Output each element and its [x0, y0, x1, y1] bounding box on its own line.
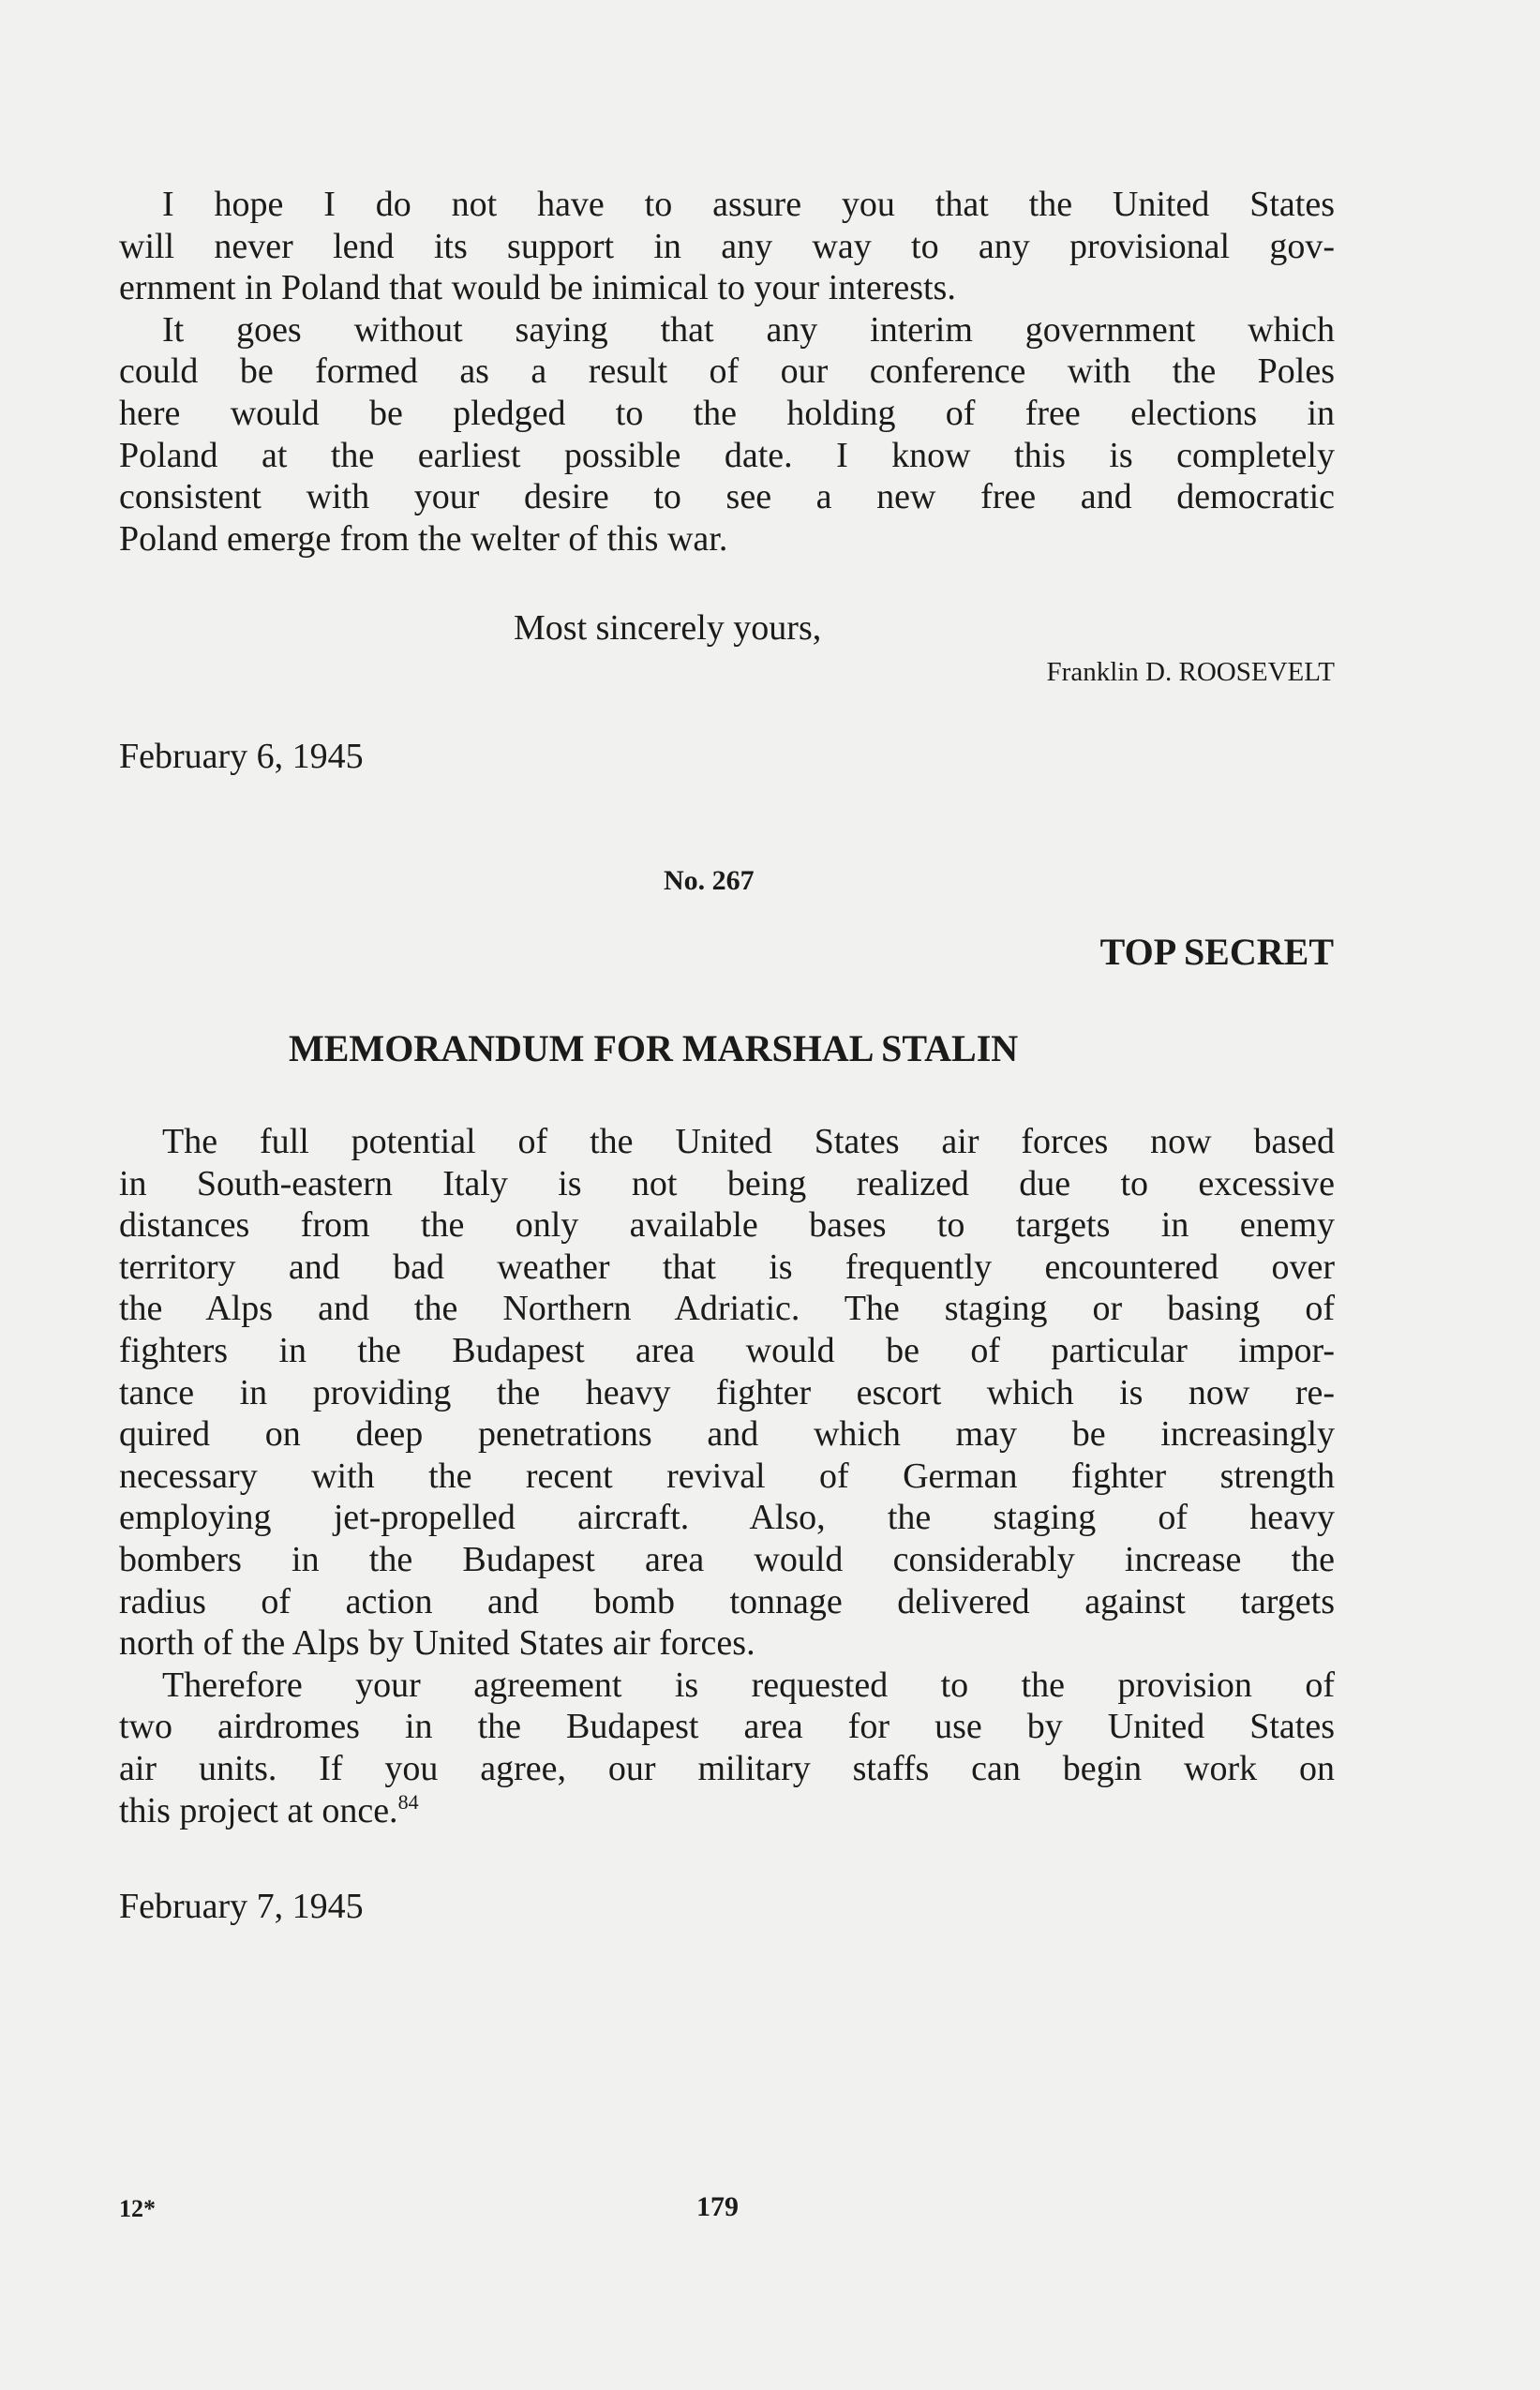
- text-line: [119, 476, 1335, 518]
- document-number: No. 267: [664, 865, 755, 896]
- line-text: The full potential of the United States air forces now based: [162, 1122, 1335, 1161]
- line-text: ernment in Poland that would be inimical to your interests.: [119, 268, 956, 308]
- line-text: two airdromes in the Budapest area for use by United States: [119, 1707, 1335, 1747]
- line-text: Poland at the earliest possible date. I know this is completely: [119, 435, 1335, 475]
- line-text: will never lend its support in any way to any provisional gov-: [119, 226, 1335, 266]
- line-text: tance in providing the heavy fighter escort which is now re-: [119, 1372, 1335, 1412]
- text-line: [119, 226, 1335, 268]
- text-line: [119, 1665, 1335, 1707]
- memo-date: February 7, 1945: [119, 1887, 364, 1926]
- line-text: quired on deep penetrations and which may be increasingly: [119, 1414, 1335, 1455]
- text-line: [119, 1581, 1335, 1623]
- signature-mark: 12*: [119, 2195, 156, 2222]
- text-line: [119, 1413, 1335, 1456]
- text-line: [119, 1330, 1335, 1372]
- line-text: bombers in the Budapest area would considerably increase the: [119, 1539, 1335, 1579]
- line-text: distances from the only available bases to targets in enemy: [119, 1205, 1335, 1246]
- text-line: [119, 1790, 1335, 1832]
- text-line: [119, 184, 1335, 226]
- line-text: territory and bad weather that is frequently encountered over: [119, 1247, 1335, 1287]
- line-text: could be formed as a result of our conference with the Poles: [119, 351, 1335, 392]
- memo-body: [119, 1121, 1335, 1831]
- line-text: the Alps and the Northern Adriatic. The staging or basing of: [119, 1289, 1335, 1329]
- memo-title: MEMORANDUM FOR MARSHAL STALIN: [289, 1027, 1019, 1069]
- text-line: [119, 1372, 1335, 1414]
- line-text: Poland emerge from the welter of this war.: [119, 518, 728, 559]
- line-text: north of the Alps by United States air forces.: [119, 1623, 755, 1664]
- footnote-reference[interactable]: 84: [397, 1789, 419, 1814]
- text-line: [119, 1288, 1335, 1330]
- line-text: this project at once.: [119, 1790, 398, 1830]
- line-text: here would be pledged to the holding of free elections in: [119, 393, 1335, 433]
- line-text: Therefore your agreement is requested to the provision of: [162, 1665, 1335, 1705]
- line-text: radius of action and bomb tonnage delivered against targets: [119, 1581, 1335, 1621]
- text-line: [119, 351, 1335, 393]
- line-text: in South-eastern Italy is not being realized due to excessive: [119, 1163, 1335, 1203]
- line-text: consistent with your desire to see a new free and democratic: [119, 477, 1335, 517]
- text-line: [119, 1456, 1335, 1498]
- text-line: [119, 1497, 1335, 1539]
- signature: Franklin D. ROOSEVELT: [1046, 657, 1335, 687]
- line-text: I hope I do not have to assure you that the United States: [162, 185, 1335, 224]
- letter-body: [119, 184, 1335, 560]
- line-text: employing jet-propelled aircraft. Also, the staging of heavy: [119, 1498, 1335, 1538]
- text-line: [119, 1539, 1335, 1581]
- text-line: [119, 1163, 1335, 1205]
- text-line: [119, 1748, 1335, 1790]
- text-line: [119, 1706, 1335, 1748]
- line-text: air units. If you agree, our military staffs can begin work on: [119, 1748, 1335, 1788]
- text-line: [119, 435, 1335, 477]
- text-line: [119, 309, 1335, 351]
- closing: Most sincerely yours,: [514, 608, 822, 648]
- line-text: necessary with the recent revival of German fighter strength: [119, 1456, 1335, 1496]
- text-line: [119, 1204, 1335, 1247]
- line-text: It goes without saying that any interim government which: [162, 309, 1335, 350]
- text-line: [119, 393, 1335, 435]
- text-line: [119, 267, 1335, 309]
- text-line: [119, 1121, 1335, 1163]
- page-number: 179: [696, 2191, 739, 2222]
- text-line: [119, 1247, 1335, 1289]
- text-line: [119, 518, 1335, 560]
- text-line: [119, 1622, 1335, 1665]
- classification-label: TOP SECRET: [1099, 931, 1334, 973]
- letter-date: February 6, 1945: [119, 737, 364, 776]
- line-text: fighters in the Budapest area would be of particular impor-: [119, 1330, 1335, 1370]
